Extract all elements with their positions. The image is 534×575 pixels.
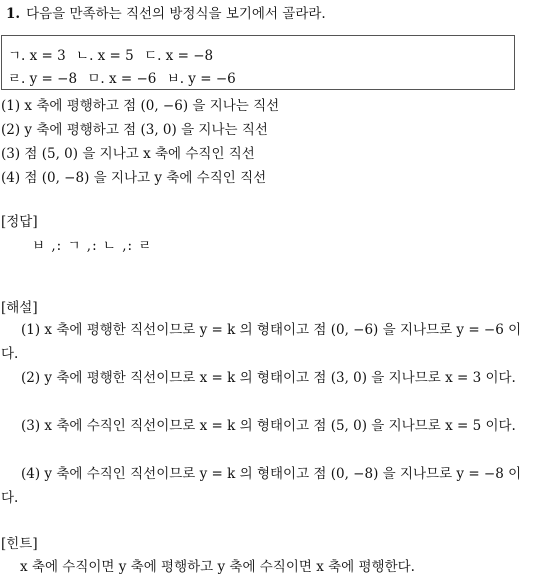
explanation-label: [해설] — [1, 300, 38, 316]
item-4: (4) 점 (0, −8) 을 지나고 y 축에 수직인 직선 — [1, 170, 267, 186]
question-title — [6, 2, 326, 22]
choice-bieup: ㅂ. y = −6 — [166, 71, 236, 87]
explanation-paragraph-3: (3) x 축에 수직인 직선이므로 x = k 의 형태이고 점 (5, 0) 을 지나므로 x = 5 이다. — [21, 418, 516, 434]
choices-row-1 — [8, 44, 219, 64]
hint-text: x 축에 수직이면 y 축에 평행하고 y 축에 수직이면 x 축에 평행한다. — [20, 559, 415, 575]
question-text: 다음을 만족하는 직선의 방정식을 보기에서 골라라. — [26, 6, 326, 22]
item-1: (1) x 축에 평행하고 점 (0, −6) 을 지나는 직선 — [1, 98, 280, 114]
answer-text: ㅂ ,: ㄱ ,: ㄴ ,: ㄹ — [32, 238, 153, 254]
choices-row-2 — [8, 67, 242, 87]
item-3: (3) 점 (5, 0) 을 지나고 x 축에 수직인 직선 — [1, 146, 255, 162]
choice-giyeok: ㄱ. x = 3 — [8, 48, 66, 64]
explanation-paragraph-4: (4) y 축에 수직인 직선이므로 y = k 의 형태이고 점 (0, −8) 을 지나므로 y = −8 이다. — [1, 466, 522, 506]
choices-box — [1, 35, 515, 90]
hint-label: [힌트] — [1, 536, 38, 552]
explanation-paragraph-1: (1) x 축에 평행한 직선이므로 y = k 의 형태이고 점 (0, −6) 을 지나므로 y = −6 이다. — [1, 322, 522, 362]
item-2: (2) y 축에 평행하고 점 (3, 0) 을 지나는 직선 — [1, 122, 268, 138]
choice-digeut: ㄷ. x = −8 — [144, 48, 214, 64]
explanation-paragraph-2: (2) y 축에 평행한 직선이므로 x = k 의 형태이고 점 (3, 0) 을 지나므로 x = 3 이다. — [21, 370, 516, 386]
question-number: 1. — [6, 6, 21, 22]
choice-rieul: ㄹ. y = −8 — [8, 71, 78, 87]
choice-nieun: ㄴ. x = 5 — [76, 48, 134, 64]
choice-mieum: ㅁ. x = −6 — [87, 71, 157, 87]
answer-label: [정답] — [1, 214, 38, 230]
